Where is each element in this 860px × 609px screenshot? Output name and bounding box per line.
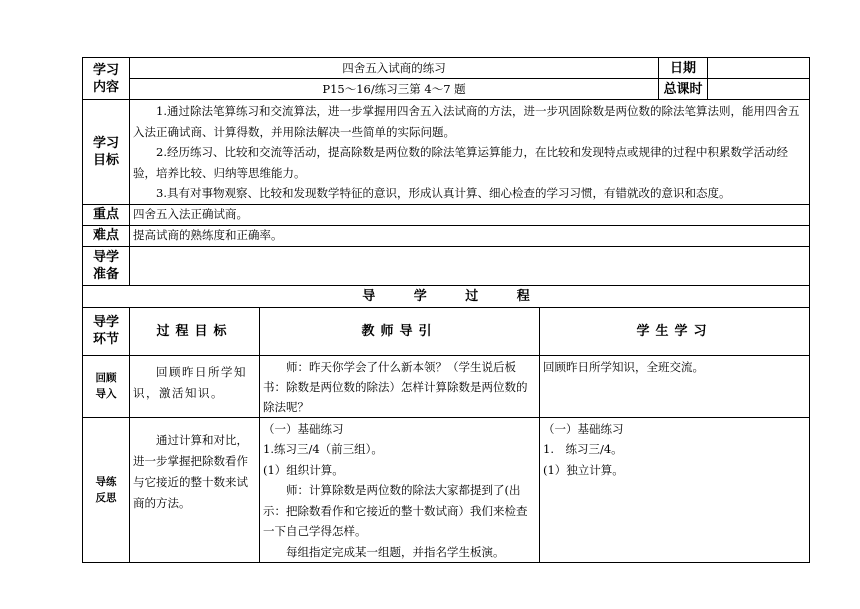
key-point-text: 四舍五入法正确试商。	[130, 204, 810, 225]
practice-teacher: （一）基础练习 1.练习三/4（前三组）。 (1）组织计算。 师：计算除数是两位数的除法大家都提到了(出示：把除数看作和它接近的整十数试商）我们来检查一下自己学得怎样。 每组指定完成某一组题，并指名学生板演。	[260, 417, 540, 563]
teacher-column-header: 教师导引	[260, 307, 540, 355]
difficulty-label: 难点	[83, 225, 130, 246]
lesson-title: 四舍五入试商的练习	[130, 58, 659, 79]
preparation-text	[130, 246, 810, 285]
date-label: 日期	[659, 58, 708, 79]
goals-label: 学习 目标	[83, 100, 130, 205]
lesson-plan-table	[82, 57, 810, 563]
goal-item: 3.具有对事物观察、比较和发现数学特征的意识，形成认真计算、细心检查的学习习惯，有错就改的意识和态度。	[156, 186, 731, 200]
practice-student: （一）基础练习 1. 练习三/4。 (1）独立计算。	[540, 417, 810, 563]
goals-text	[130, 100, 810, 205]
preparation-label: 导学 准备	[83, 246, 130, 285]
review-student: 回顾昨日所学知识，全班交流。	[540, 355, 810, 417]
difficulty-text: 提高试商的熟练度和正确率。	[130, 225, 810, 246]
study-content-label: 学习 内容	[83, 58, 130, 100]
goal-column-header: 过程目标	[130, 307, 260, 355]
stage-review: 回顾 导入	[83, 355, 130, 417]
date-value	[708, 58, 810, 79]
student-column-header: 学生学习	[540, 307, 810, 355]
review-teacher: 师：昨天你学会了什么新本领？（学生说后板书：除数是两位数的除法）怎样计算除数是两位数的除法呢？	[260, 355, 540, 417]
review-goal: 回顾昨日所学知识，激活知识。	[130, 355, 260, 417]
stage-practice: 导练 反思	[83, 417, 130, 563]
key-point-label: 重点	[83, 204, 130, 225]
process-banner: 导 学 过 程	[83, 285, 810, 307]
practice-goal: 通过计算和对比，进一步掌握把除数看作与它接近的整十数来试商的方法。	[130, 417, 260, 563]
lesson-pages: P15～16/练习三第 4～7 题	[130, 79, 659, 100]
goal-item: 2.经历练习、比较和交流等活动，提高除数是两位数的除法笔算运算能力，在比较和发现特点或规律的过程中积累数学活动经验，培养比较、归纳等思维能力。	[133, 145, 788, 180]
total-lessons-label: 总课时	[659, 79, 708, 100]
goal-item: 1.通过除法笔算练习和交流算法，进一步掌握用四舍五入法试商的方法，进一步巩固除数是两位数的除法笔算法则，能用四舍五入法正确试商、计算得数，并用除法解决一些简单的实际问题。	[133, 104, 800, 139]
stage-column-header: 导学 环节	[83, 307, 130, 355]
total-lessons-value	[708, 79, 810, 100]
